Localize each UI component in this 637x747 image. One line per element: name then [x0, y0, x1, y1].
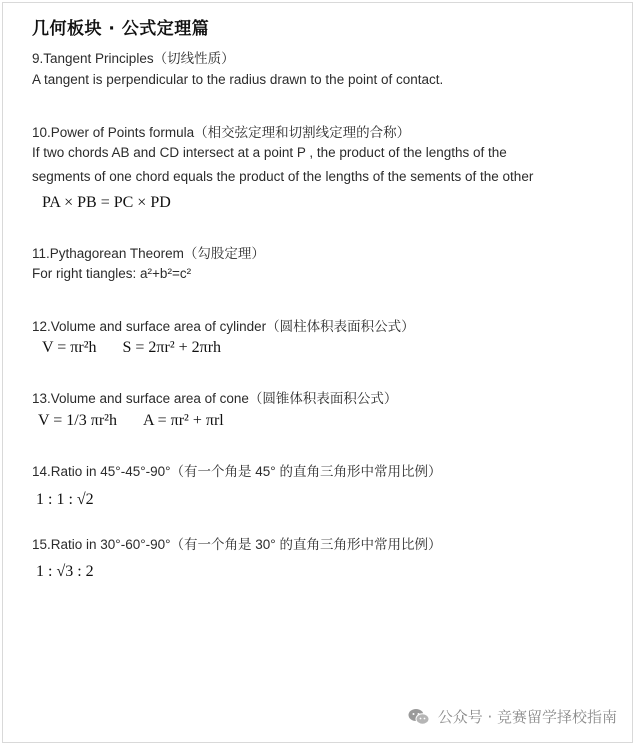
- pythagorean-formula: a²+b²=c²: [140, 266, 192, 281]
- cylinder-surface-formula: S = 2πr² + 2πrh: [122, 339, 222, 356]
- item-11-text-prefix: For right tiangles:: [32, 266, 141, 281]
- item-9-text: A tangent is perpendicular to the radius drawn to the point of contact.: [32, 72, 444, 87]
- cylinder-formulas: [42, 339, 221, 357]
- cone-surface-formula: A = πr² + πrl: [142, 412, 224, 429]
- page-title: 几何板块 · 公式定理篇: [32, 19, 210, 39]
- page-frame: [2, 2, 633, 743]
- item-11-text: [32, 266, 191, 281]
- item-12-heading: 12.Volume and surface area of cylinder（圆柱体积表面积公式）: [32, 319, 415, 334]
- ratio-45-formula: 1 : 1 : √2: [36, 491, 94, 508]
- item-10-text-line-2: segments of one chord equals the product of the lengths of the sements of the other: [32, 169, 534, 184]
- item-10-text-line-1: If two chords AB and CD intersect at a point P , the product of the lengths of the: [32, 145, 507, 160]
- item-14-heading: 14.Ratio in 45°-45°-90°（有一个角是 45° 的直角三角形中常用比例）: [32, 464, 442, 479]
- cone-volume-formula: V = 1/3 πr²h: [38, 412, 117, 429]
- ratio-30-formula: 1 : √3 : 2: [36, 563, 94, 580]
- item-15-heading: 15.Ratio in 30°-60°-90°（有一个角是 30° 的直角三角形中常用比例）: [32, 537, 442, 552]
- watermark: [408, 706, 617, 727]
- power-of-point-formula: PA × PB = PC × PD: [42, 194, 171, 211]
- cone-formulas: [38, 412, 224, 430]
- wechat-icon: [408, 708, 430, 726]
- item-11-heading: 11.Pythagorean Theorem（勾股定理）: [32, 246, 265, 261]
- item-13-heading: 13.Volume and surface area of cone（圆锥体积表面积公式）: [32, 391, 398, 406]
- item-10-heading: 10.Power of Points formula（相交弦定理和切割线定理的合称）: [32, 125, 411, 140]
- item-9-heading: 9.Tangent Principles（切线性质）: [32, 51, 235, 66]
- watermark-text: 公众号 · 竞赛留学择校指南: [437, 708, 617, 726]
- cylinder-volume-formula: V = πr²h: [42, 339, 97, 356]
